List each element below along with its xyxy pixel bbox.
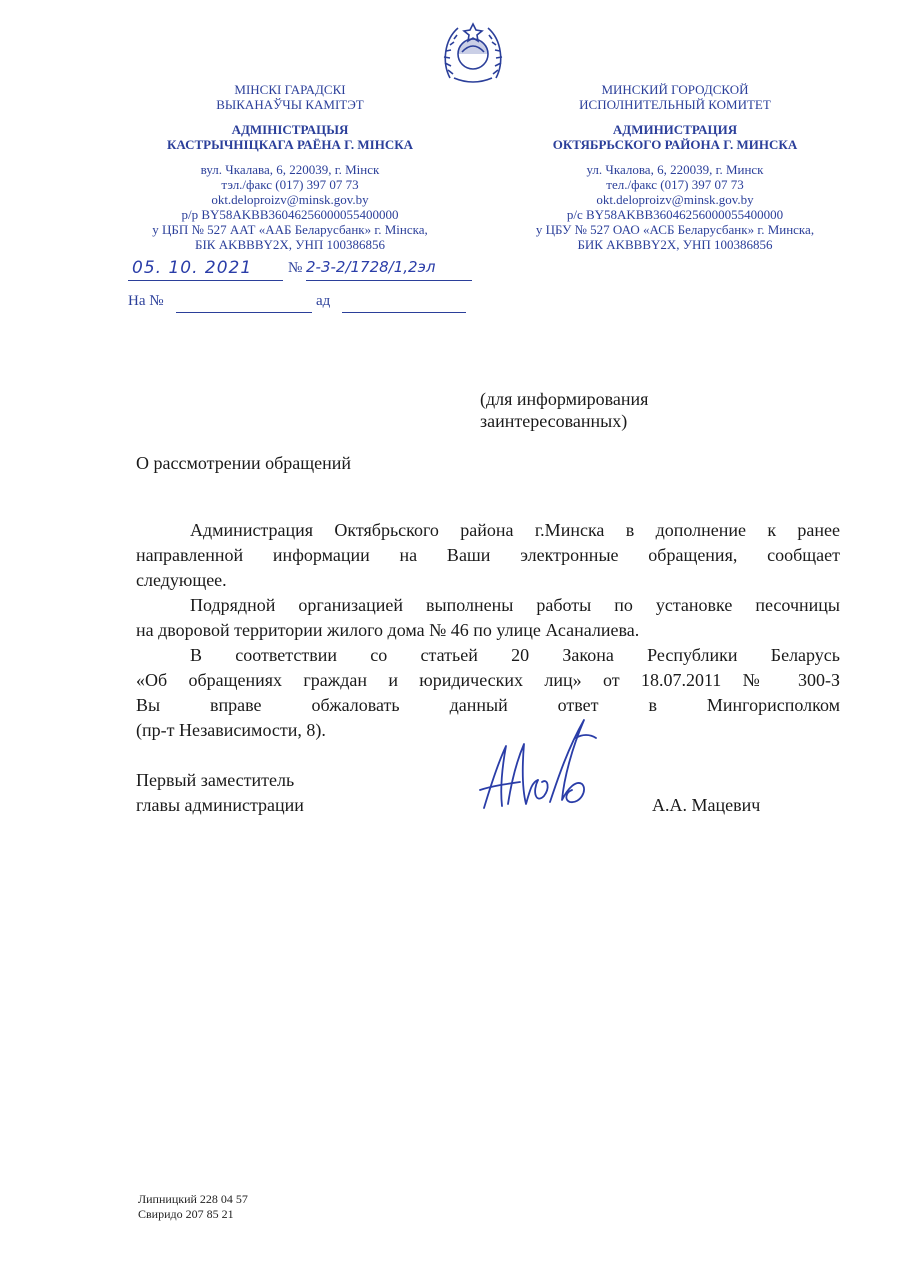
paragraph-1-line3: следующее. bbox=[136, 570, 227, 590]
bank-account: р/с BY58AKBB36046256000055400000 bbox=[566, 207, 784, 222]
bank-name: у ЦБП № 527 ААТ «ААБ Беларусбанк» г. Мінска, bbox=[152, 222, 428, 237]
signatory-title-line1: Первый заместитель bbox=[136, 770, 295, 790]
footer-contacts bbox=[138, 1192, 248, 1222]
admin-name-line2: КАСТРЫЧНІЦКАГА РАЁНА Г. МІНСКА bbox=[166, 137, 414, 152]
paragraph-1-line1: Администрация Октябрьского района г.Минска в дополнение к ранее bbox=[190, 520, 840, 540]
reply-number-label: На № bbox=[128, 293, 164, 309]
org-name-line2: ВЫКАНАЎЧЫ КАМІТЭТ bbox=[216, 97, 364, 112]
paragraph-3-line4: (пр-т Независимости, 8). bbox=[136, 720, 326, 740]
org-name-line1: МИНСКИЙ ГОРОДСКОЙ bbox=[601, 82, 749, 97]
phone: тел./факс (017) 397 07 73 bbox=[606, 177, 744, 192]
bank-name: у ЦБУ № 527 ОАО «АСБ Беларусбанк» г. Минска, bbox=[535, 222, 815, 237]
header-right bbox=[480, 82, 870, 252]
admin-name-line2: ОКТЯБРЬСКОГО РАЙОНА Г. МИНСКА bbox=[552, 137, 798, 152]
footer-contact-2: Свиридо 207 85 21 bbox=[138, 1207, 234, 1221]
address: вул. Чкалава, 6, 220039, г. Мінск bbox=[200, 162, 380, 177]
paragraph-2-line1: Подрядной организацией выполнены работы по установке песочницы bbox=[190, 595, 840, 615]
emblem-icon bbox=[440, 18, 506, 86]
reply-number-field bbox=[176, 292, 312, 313]
phone: тэл./факс (017) 397 07 73 bbox=[221, 177, 359, 192]
paragraph-2-line2: на дворовой территории жилого дома № 46 по улице Асаналиева. bbox=[136, 620, 640, 640]
signatory-title bbox=[136, 768, 304, 818]
handwritten-signature bbox=[472, 708, 602, 818]
registration-number-label: № bbox=[288, 260, 303, 276]
bank-bik: БІК AKBBBY2X, УНП 100386856 bbox=[194, 237, 385, 252]
org-name-line2: ИСПОЛНИТЕЛЬНЫЙ КОМИТЕТ bbox=[579, 97, 771, 112]
email: okt.deloproizv@minsk.gov.by bbox=[211, 192, 369, 207]
registration-number-field bbox=[306, 258, 472, 281]
recipient-note-line2: заинтересованных) bbox=[480, 411, 628, 431]
recipient-note bbox=[480, 388, 648, 432]
address: ул. Чкалова, 6, 220039, г. Минск bbox=[586, 162, 764, 177]
recipient-note-line1: (для информирования bbox=[480, 389, 649, 409]
reply-from-field bbox=[342, 292, 466, 313]
paragraph-3-line3: Вы вправе обжаловать данный ответ в Мингорисполком bbox=[136, 695, 840, 715]
registration-date-field bbox=[128, 258, 283, 281]
bank-bik: БИК AKBBBY2X, УНП 100386856 bbox=[577, 237, 773, 252]
footer-contact-1: Липницкий 228 04 57 bbox=[138, 1192, 248, 1206]
header-left bbox=[100, 82, 480, 252]
registration-date: 05. 10. 2021 bbox=[132, 258, 253, 278]
redacted-recipient bbox=[478, 270, 788, 388]
signatory-title-line2: главы администрации bbox=[136, 795, 304, 815]
org-name-line1: МІНСКІ ГАРАДСКІ bbox=[234, 82, 346, 97]
paragraph-3-line2: «Об обращениях граждан и юридических лиц» от 18.07.2011 № 300-З bbox=[136, 670, 840, 690]
redacted-line bbox=[372, 483, 684, 513]
email: okt.deloproizv@minsk.gov.by bbox=[596, 192, 754, 207]
bank-account: р/р BY58AKBB36046256000055400000 bbox=[181, 207, 399, 222]
signatory-name: А.А. Мацевич bbox=[652, 795, 761, 815]
paragraph-1-line2: направленной информации на Ваши электронные обращения, сообщает bbox=[136, 545, 840, 565]
paragraph-3-line1: В соответствии со статьей 20 Закона Республики Беларусь bbox=[190, 645, 840, 665]
subject: О рассмотрении обращений bbox=[136, 453, 351, 473]
admin-name-line1: АДМІНІСТРАЦЫЯ bbox=[231, 122, 349, 137]
admin-name-line1: АДМИНИСТРАЦИЯ bbox=[612, 122, 738, 137]
reply-from-label: ад bbox=[316, 293, 331, 309]
registration-number: 2-3-2/1728/1,2эл bbox=[306, 258, 436, 276]
